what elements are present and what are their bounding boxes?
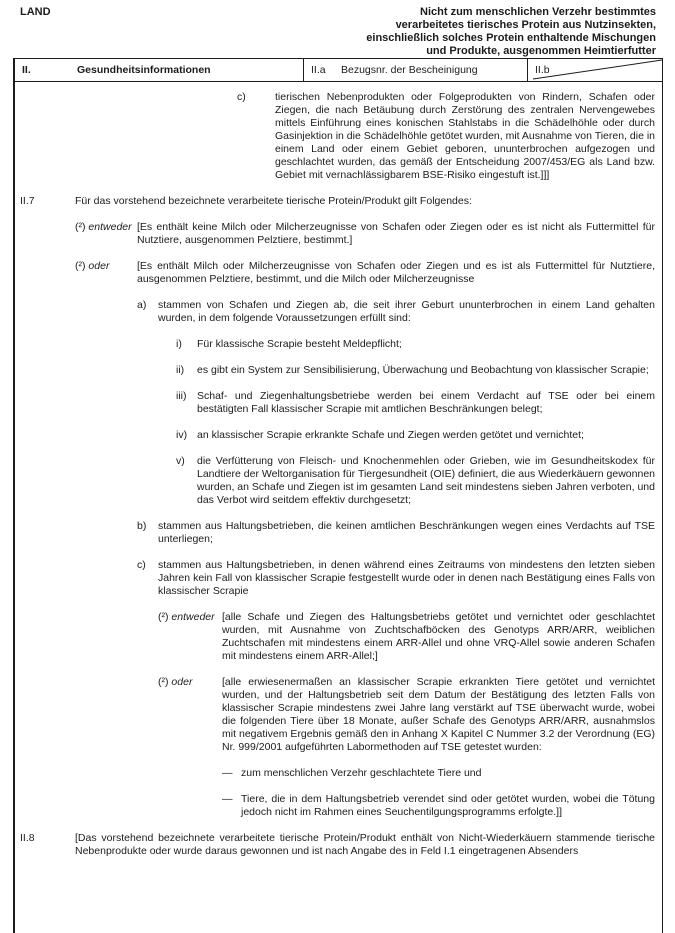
list-item-v-text: die Verfütterung von Fleisch- und Knochenmehlen oder Grieben, wie im Gesundheitskodex für Landtiere der Weltorganisation für Tiergesundheit (OIE) definiert, die aus Wiederkäuern gewonnen wurden, an Schafe und Ziegen ist im gesamten Land seit mindestens sieben Jahren verboten, und das Verbot wird seitdem effektiv durchgesetzt; xyxy=(197,455,655,506)
list-item-v xyxy=(15,455,655,507)
sub-condition-oder xyxy=(15,676,655,754)
document-title-line: Nicht zum menschlichen Verzehr bestimmtes xyxy=(420,6,656,18)
sub-condition-entweder-label xyxy=(158,611,215,624)
field-code-ii: II. xyxy=(22,63,31,76)
dash-item-1 xyxy=(15,767,655,780)
list-label-a: a) xyxy=(137,299,147,311)
section-ii8 xyxy=(15,832,655,858)
list-item-ii xyxy=(15,364,655,377)
header-cell-iib xyxy=(527,59,662,81)
condition-entweder-label xyxy=(75,221,132,234)
certificate-body xyxy=(13,82,663,933)
list-item-c xyxy=(15,559,655,598)
list-label-c2: c) xyxy=(137,559,146,571)
list-item-iv-text: an klassischer Scrapie erkrankte Schafe und Ziegen werden getötet und vernichtet; xyxy=(197,429,584,441)
section-ii8-text: [Das vorstehend bezeichnete verarbeitete tierische Protein/Produkt enthält von Nicht-Wiederkäuern stammende tierische Nebenprodukte oder wurde daraus gewonnen und ist nach Angabe des in Feld I.1 eingetragenen Absenders xyxy=(75,832,655,857)
condition-word: oder xyxy=(171,676,193,688)
list-label-iv: iv) xyxy=(176,429,188,441)
list-item-a xyxy=(15,299,655,325)
para-c-continuation-text: tierischen Nebenprodukten oder Folgeprodukten von Rindern, Schafen oder Ziegen, die nach Betäubung durch Zerstörung des zentralen Nervengewebes mittels Einführung eines konischen Stahlstabs in die Schädelhöhle oder durch Gasinjektion in die Schädelhöhle getötet wurden, mit Ausnahme von Tieren, die in einem Land oder einem Gebiet geboren, ununterbrochen aufgezogen und geschlachtet wurden, das gemäß der Entscheidung 2007/453/EG als Land bzw. Gebiet mit vernachlässigbarem BSE-Risiko eingestuft ist.]]] xyxy=(275,91,655,181)
field-label-certificate-reference: Bezugsnr. der Bescheinigung xyxy=(341,63,478,76)
footnote-marker: (²) xyxy=(75,221,86,233)
condition-oder-label xyxy=(75,260,109,273)
page-header xyxy=(0,0,675,58)
header-cell-health-information xyxy=(15,59,303,81)
list-item-iii-text: Schaf- und Ziegenhaltungsbetriebe werden bei einem Verdacht auf TSE oder bei einem bestätigten Fall klassischer Scrapie mit amtlichen Beschränkungen belegt; xyxy=(197,390,655,415)
list-item-a-text: stammen von Schafen und Ziegen ab, die seit ihrer Geburt ununterbrochen in einem Land gehalten wurden, in dem folgende Voraussetzungen erfüllt sind: xyxy=(158,299,655,324)
sub-condition-entweder-text: [alle Schafe und Ziegen des Haltungsbetriebs getötet und vernichtet oder geschlachtet wurden, mit Ausnahme von Zuchtschafböcken des Genotyps ARR/ARR, weiblichen Zuchtschafen mit mindestens einem ARR-Allel und ohne VRQ-Allel sowie anderen Schafen mit mindestens einem ARR-Allel;] xyxy=(222,611,655,662)
condition-word: entweder xyxy=(171,611,215,623)
condition-oder-text: [Es enthält Milch oder Milcherzeugnisse von Schafen oder Ziegen und es ist als Futtermittel für Nutztiere, ausgenommen Pelztiere, bestimmt, und die Milch oder Milcherzeugnisse xyxy=(137,260,655,285)
list-item-c-text: stammen aus Haltungsbetrieben, in denen während eines Zeitraums von mindestens den letzten sieben Jahren kein Fall von klassischer Scrapie festgestellt wurde oder in denen nach Bestätigung eines Falls von klassischer Scrapie xyxy=(158,559,655,597)
dash-bullet: — xyxy=(222,793,233,805)
document-title xyxy=(366,6,656,58)
para-c-continuation xyxy=(15,91,655,182)
condition-entweder xyxy=(15,221,655,247)
list-item-b xyxy=(15,520,655,546)
list-label-c: c) xyxy=(237,91,246,103)
header-cell-certificate-reference xyxy=(303,59,527,81)
condition-oder xyxy=(15,260,655,286)
list-label-i: i) xyxy=(176,338,182,350)
dash-item-1-text: zum menschlichen Verzehr geschlachtete Tiere und xyxy=(241,767,482,779)
land-label: LAND xyxy=(20,6,51,18)
dash-item-2-text: Tiere, die in dem Haltungsbetrieb verendet sind oder getötet wurden, wobei die Tötung jedoch nicht im Rahmen eines Seuchentilgungsprogramms erfolgte.]] xyxy=(241,793,655,818)
dash-item-2 xyxy=(15,793,655,819)
list-item-iii xyxy=(15,390,655,416)
condition-entweder-text: [Es enthält keine Milch oder Milcherzeugnisse von Schafen oder Ziegen oder es ist nicht als Futtermittel für Nutztiere, ausgenommen Pelztiere, bestimmt.] xyxy=(137,221,655,246)
section-number-ii7: II.7 xyxy=(20,195,35,207)
list-label-ii: ii) xyxy=(176,364,185,376)
list-item-i xyxy=(15,338,655,351)
section-ii7-text: Für das vorstehend bezeichnete verarbeitete tierische Protein/Produkt gilt Folgendes: xyxy=(75,195,472,207)
document-title-line: einschließlich solches Protein enthaltende Mischungen xyxy=(366,32,656,44)
list-item-b-text: stammen aus Haltungsbetrieben, die keinen amtlichen Beschränkungen wegen eines Verdachts auf TSE unterliegen; xyxy=(158,520,655,545)
sub-condition-oder-text: [alle erwiesenermaßen an klassischer Scrapie erkrankten Tiere getötet und vernichtet wurden, und der Haltungsbetrieb seit dem Datum der Bestätigung des letzten Falls von klassischer Scrapie mindestens zwei Jahre lang verstärkt auf TSE überwacht wurde, wobei die folgenden Tiere über 18 Monate, außer Schafe des Genotyps ARR/ARR, ausnahmslos mit negativem Ergebnis gemäß den in Anhang X Kapitel C Nummer 3.2 der Verordnung (EG) Nr. 999/2001 aufgeführten Labormethoden auf TSE getestet wurden: xyxy=(222,676,655,753)
document-title-line: und Produkte, ausgenommen Heimtierfutter xyxy=(426,45,656,57)
list-label-iii: iii) xyxy=(176,390,187,402)
field-code-iib: II.b xyxy=(535,63,550,76)
list-item-iv xyxy=(15,429,655,442)
section-number-ii8: II.8 xyxy=(20,832,35,844)
field-code-iia: II.a xyxy=(311,63,326,76)
condition-word: entweder xyxy=(88,221,132,233)
list-item-ii-text: es gibt ein System zur Sensibilisierung, Überwachung und Beobachtung von klassischer Scrapie; xyxy=(197,364,649,376)
footnote-marker: (²) xyxy=(158,611,169,623)
section-ii7 xyxy=(15,195,655,208)
field-label-health-information: Gesundheitsinformationen xyxy=(77,63,211,76)
list-label-v: v) xyxy=(176,455,185,467)
footnote-marker: (²) xyxy=(75,260,86,272)
condition-word: oder xyxy=(88,260,110,272)
list-item-i-text: Für klassische Scrapie besteht Meldepflicht; xyxy=(197,338,402,350)
list-label-b: b) xyxy=(137,520,147,532)
section-header-row xyxy=(13,58,663,82)
document-title-line: verarbeitetes tierisches Protein aus Nutzinsekten, xyxy=(395,19,656,31)
dash-bullet: — xyxy=(222,767,233,779)
sub-condition-oder-label xyxy=(158,676,192,689)
footnote-marker: (²) xyxy=(158,676,169,688)
sub-condition-entweder xyxy=(15,611,655,663)
